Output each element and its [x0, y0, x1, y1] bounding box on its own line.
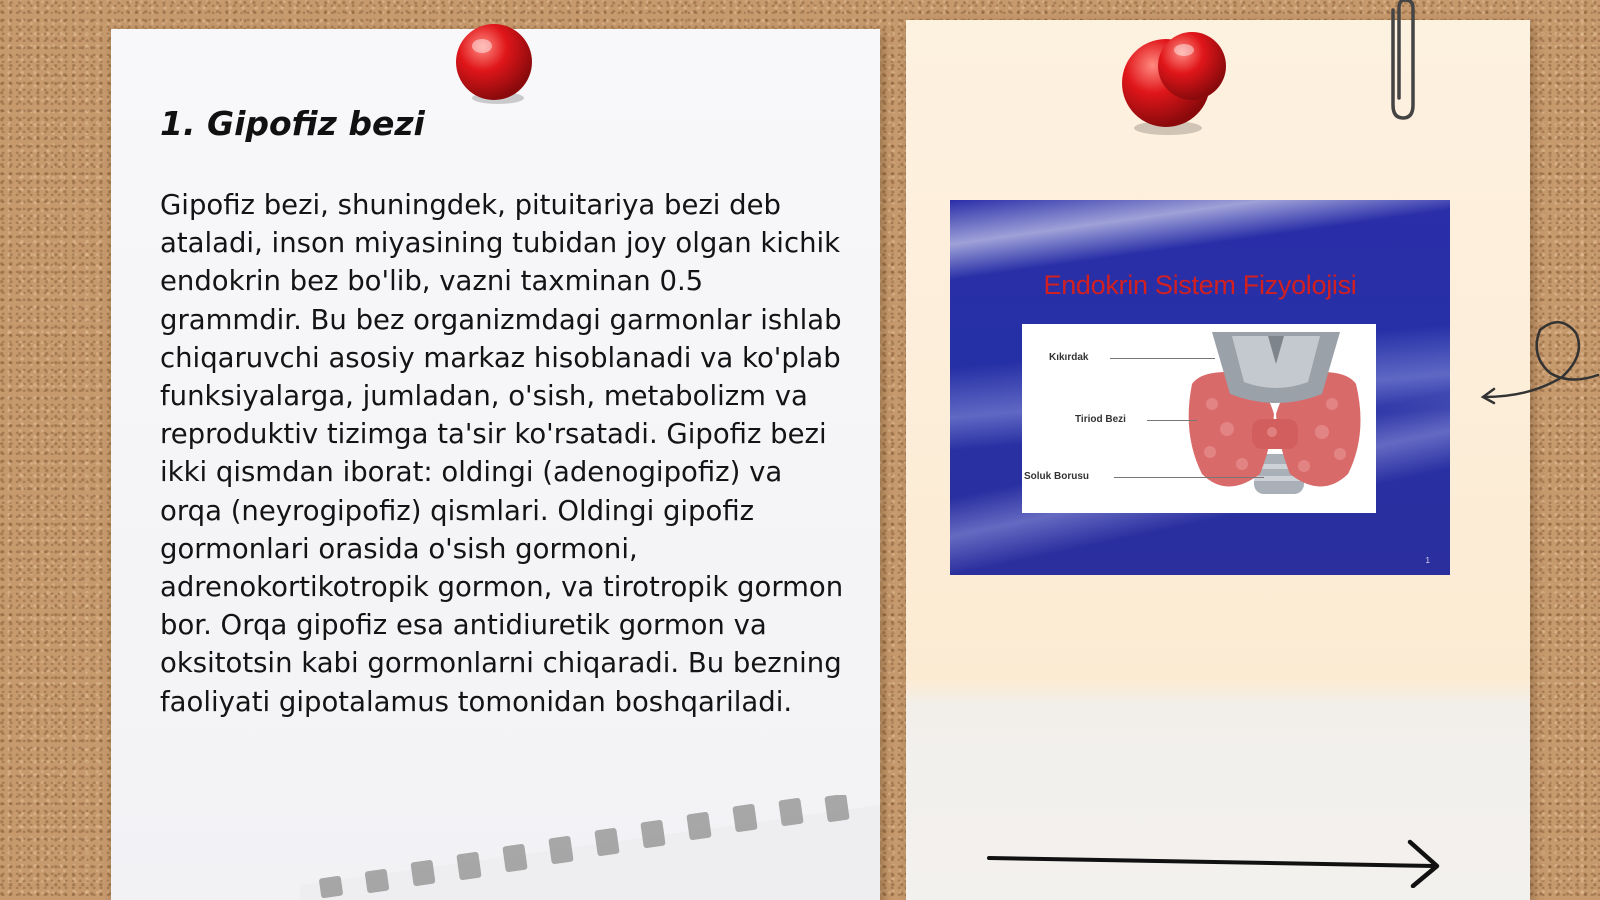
leader-line [1110, 358, 1215, 359]
label-tiroid-bezi: Tiriod Bezi [1075, 414, 1126, 425]
label-kikirdak: Kıkırdak [1049, 352, 1089, 363]
slide-page-number: 1 [1425, 556, 1430, 565]
paperclip-icon [1375, 0, 1425, 125]
page-title: 1. Gipofiz bezi [160, 104, 425, 143]
thyroid-figure [1022, 324, 1376, 513]
body-text: Gipofiz bezi, shuningdek, pituitariya bezi deb ataladi, inson miyasining tubidan joy olgan kichik endokrin bez bo'lib, vazni taxminan 0.5 grammdir. Bu bez organizmdagi garmonlar ishlab chiqaruvchi asosiy markaz hisoblanadi va ko'plab funksiyalarga, jumladan, o'sish, metabolizm va reproduktiv tizimga ta'sir ko'rsatadi. Gipofiz bezi ikki qismdan iborat: oldingi (adenogipofiz) va orqa (neyrogipofiz) qismlari. Oldingi gipofiz gormonlari orasida o'sish gormoni, adrenokortikotropik gormon, va tirotropik gormon bor. Orqa gipofiz esa antidiuretik gormon va oksitotsin kabi gormonlarni chiqaradi. Bu bezning faoliyati gipotalamus tomonidan boshqariladi. [160, 189, 844, 718]
arrow-right-icon [985, 838, 1450, 888]
pushpin-icon [1118, 28, 1238, 138]
label-soluk-borusu: Soluk Borusu [1024, 471, 1090, 482]
leader-line [1114, 477, 1264, 478]
torn-paper-strip [300, 795, 880, 900]
slide-title: Endokrin Sistem Fizyolojisi [1043, 270, 1357, 300]
slide-image [950, 200, 1450, 575]
pushpin-icon [450, 20, 540, 110]
hand-drawn-arrow-icon [1480, 315, 1600, 410]
leader-line [1147, 420, 1197, 421]
thyroid-illustration [1172, 324, 1376, 513]
